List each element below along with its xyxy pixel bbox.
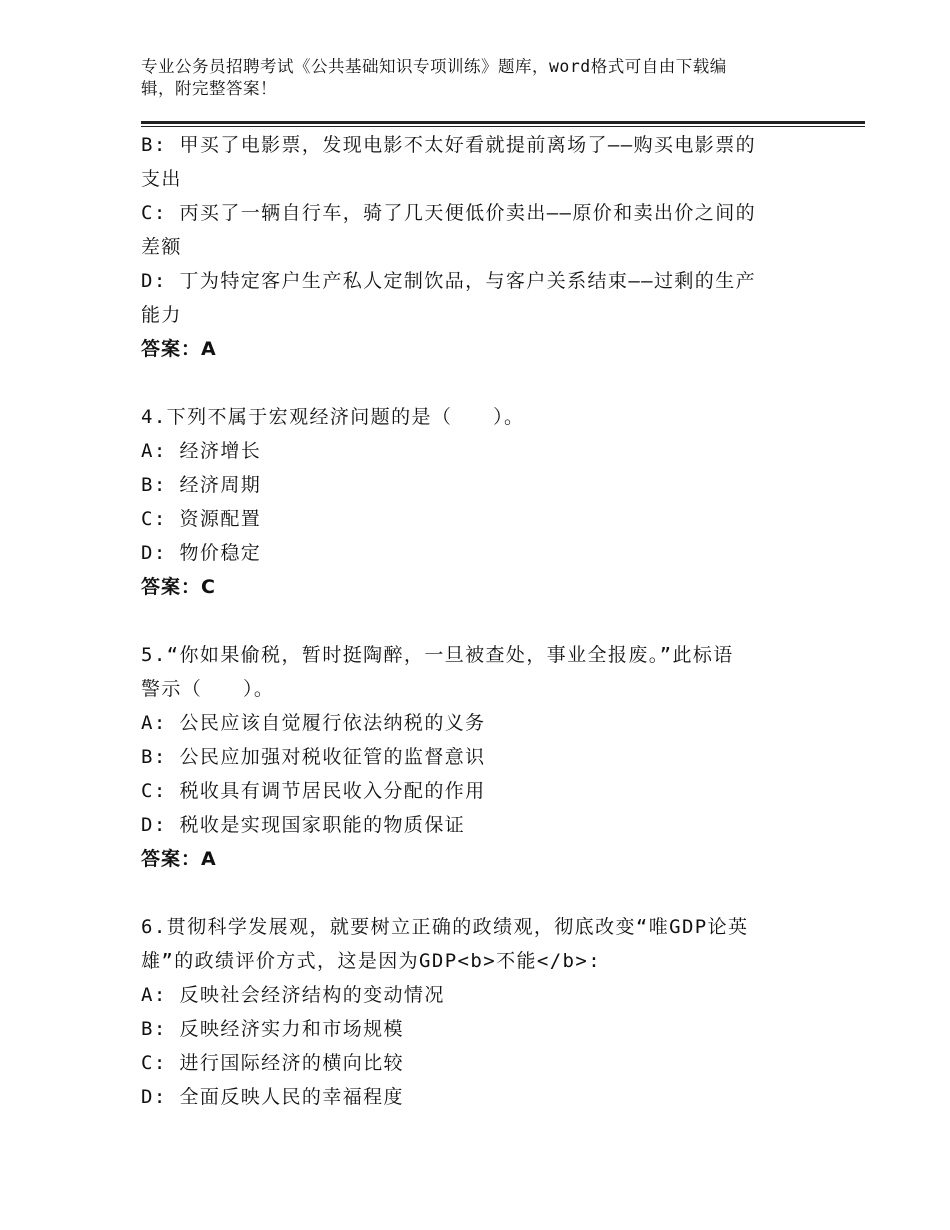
spacer	[141, 876, 821, 910]
question-5	[141, 638, 821, 876]
header-line-2: 辑，附完整答案！	[141, 79, 277, 98]
answer-label: 答案：A	[141, 338, 217, 360]
option-b: B: 经济周期	[141, 474, 262, 496]
option-d-line-2: 能力	[141, 304, 182, 326]
option-b-line-2: 支出	[141, 168, 182, 190]
question-stem-line-1: 5.“你如果偷税，暂时挺陶醉，一旦被查处，事业全报废。”此标语	[141, 644, 734, 666]
option-a: A: 公民应该自觉履行依法纳税的义务	[141, 712, 486, 734]
option-c-line-1: C: 丙买了一辆自行车，骑了几天便低价卖出——原价和卖出价之间的	[141, 202, 756, 224]
option-c: C: 税收具有调节居民收入分配的作用	[141, 780, 486, 802]
page-header	[141, 56, 801, 100]
question-stem: 4.下列不属于宏观经济问题的是（ ）。	[141, 406, 525, 428]
option-d: D: 全面反映人民的幸福程度	[141, 1086, 404, 1108]
question-6	[141, 910, 821, 1114]
option-d-line-1: D: 丁为特定客户生产私人定制饮品，与客户关系结束——过剩的生产	[141, 270, 756, 292]
option-a: A: 经济增长	[141, 440, 262, 462]
option-b-line-1: B: 甲买了电影票，发现电影不太好看就提前离场了——购买电影票的	[141, 134, 756, 156]
option-b: B: 公民应加强对税收征管的监督意识	[141, 746, 486, 768]
header-line-1: 专业公务员招聘考试《公共基础知识专项训练》题库，word格式可自由下载编	[141, 57, 727, 76]
answer-label: 答案：A	[141, 848, 217, 870]
header-divider-thin	[141, 126, 865, 127]
question-list	[141, 128, 821, 1114]
spacer	[141, 366, 821, 400]
header-divider	[141, 121, 865, 127]
question-stem-line-1: 6.贯彻科学发展观，就要树立正确的政绩观，彻底改变“唯GDP论英	[141, 916, 749, 938]
option-a: A: 反映社会经济结构的变动情况	[141, 984, 445, 1006]
option-d: D: 税收是实现国家职能的物质保证	[141, 814, 466, 836]
question-3-continued	[141, 128, 821, 366]
question-stem-line-2: 雄”的政绩评价方式，这是因为GDP<b>不能</b>:	[141, 950, 602, 972]
option-d: D: 物价稳定	[141, 542, 262, 564]
question-stem-line-2: 警示（ ）。	[141, 678, 275, 700]
question-4	[141, 400, 821, 604]
answer-label: 答案：C	[141, 576, 216, 598]
spacer	[141, 604, 821, 638]
option-c: C: 进行国际经济的横向比较	[141, 1052, 404, 1074]
option-b: B: 反映经济实力和市场规模	[141, 1018, 404, 1040]
option-c-line-2: 差额	[141, 236, 182, 258]
header-divider-thick	[141, 121, 865, 124]
option-c: C: 资源配置	[141, 508, 262, 530]
